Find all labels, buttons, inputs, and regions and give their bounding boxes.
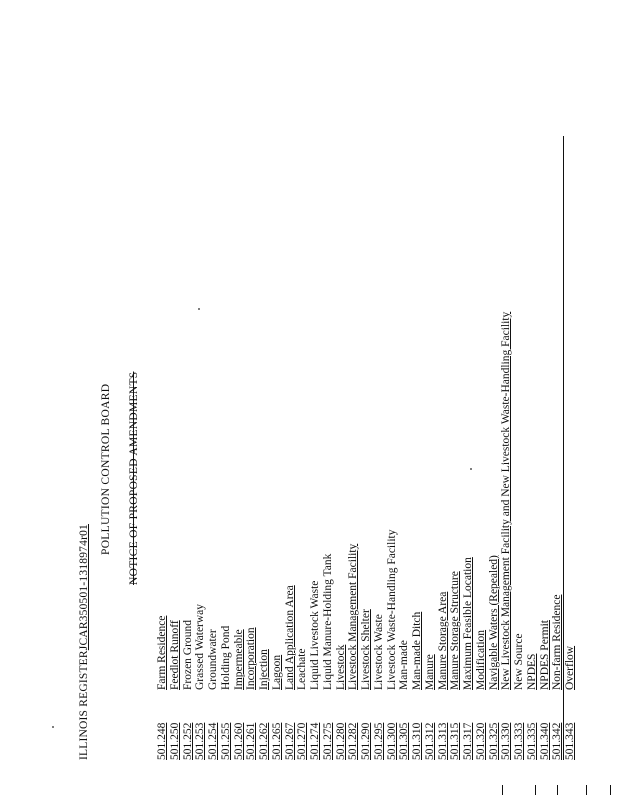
definition-term: NPDES [525,653,538,690]
section-number: 501.313 [436,722,449,760]
section-number: 501.261 [245,722,258,760]
definition-term: Livestock [334,644,347,690]
register-header [78,524,90,760]
definition-term: Maximum Feasible Location [462,557,474,690]
scan-edge-dash [610,785,611,795]
section-number: 501.280 [334,722,347,760]
section-number: 501.325 [487,722,500,760]
definition-term: Liquid Manure-Holding Tank [321,553,334,690]
section-number: 501.290 [360,722,372,760]
definition-term: Farm Residence [156,615,168,690]
definition-term: Non-farm Residence [551,594,564,690]
definition-term: Man-made Ditch [411,611,423,690]
section-number: 501.300 [385,722,398,760]
definition-term: Land Application Area [283,585,296,690]
definition-term: Navigable Waters (Repealed) [487,555,500,690]
section-number: 501.320 [474,722,487,760]
definition-term: Overflow [564,645,576,690]
section-number: 501.260 [232,722,245,760]
scan-edge-dash [535,785,536,795]
definition-term: Liquid Livestock Waste [309,580,321,690]
notice-title: NOTICE OF PROPOSED AMENDMENTS [128,371,140,585]
section-number: 501.254 [207,722,219,760]
definition-term: Livestock Waste-Handling Facility [385,529,398,690]
section-number: 501.333 [513,722,525,760]
section-number: 501.274 [309,722,321,760]
definition-term: Frozen Ground [181,620,194,690]
register-title: ILLINOIS REGISTER [78,650,90,760]
definition-term: Man-made [398,640,411,690]
section-number: 501.335 [525,722,538,760]
section-number: 501.265 [270,722,283,760]
definition-term: Holding Pond [219,625,232,690]
definition-term: Lagoon [270,654,283,690]
section-number: 501.262 [258,722,270,760]
section-number: 501.250 [168,722,181,760]
section-number: 501.255 [219,722,232,760]
section-number: 501.267 [283,722,296,760]
section-number: 501.343 [564,722,576,760]
definition-term: Leachate [296,648,309,690]
definition-term: Manure Storage Area [436,591,449,690]
definition-term: Livestock Shelter [360,609,372,690]
scan-edge-rule [563,136,564,760]
section-number: 501.310 [411,722,423,760]
definition-term: Feedlot Runoff [168,620,181,690]
definition-term: Manure Storage Structure [449,571,462,690]
section-number: 501.342 [551,722,564,760]
section-number: 501.340 [538,722,551,760]
scan-speck [470,468,472,470]
scan-speck [52,726,54,728]
definition-term: Manure [423,654,436,690]
definition-term: Livestock Management Facility [347,543,360,690]
definition-term: Injection [258,649,270,690]
definition-term: Livestock Waste [372,614,385,690]
section-number: 501.248 [156,722,168,760]
definition-term: Modification [474,629,487,690]
section-number: 501.317 [462,722,474,760]
section-number: 501.253 [194,722,207,760]
scan-edge-dash [502,785,503,795]
definition-term: New Livestock Management Facility and New Livestock Waste-Handling Facility [500,311,513,690]
definition-term: Grassed Waterway [194,603,207,690]
board-name: POLLUTION CONTROL BOARD [100,383,112,555]
section-number: 501.312 [423,722,436,760]
section-number: 501.305 [398,722,411,760]
scan-speck [198,308,200,310]
section-number: 501.315 [449,722,462,760]
scan-edge-dash [586,785,587,795]
definition-term: Groundwater [207,629,219,690]
register-code: JCAR350501-1318974r01 [78,524,90,651]
section-number: 501.252 [181,722,194,760]
section-number: 501.282 [347,722,360,760]
section-number: 501.275 [321,722,334,760]
section-number: 501.330 [500,722,513,760]
section-number: 501.295 [372,722,385,760]
scan-edge-dash [557,785,558,795]
definition-term: New Source [513,633,525,690]
definition-term: Incorporation [245,627,258,690]
definition-term: NPDES Permit [538,620,551,690]
definition-term: Impermeable [232,629,245,690]
section-number: 501.270 [296,722,309,760]
